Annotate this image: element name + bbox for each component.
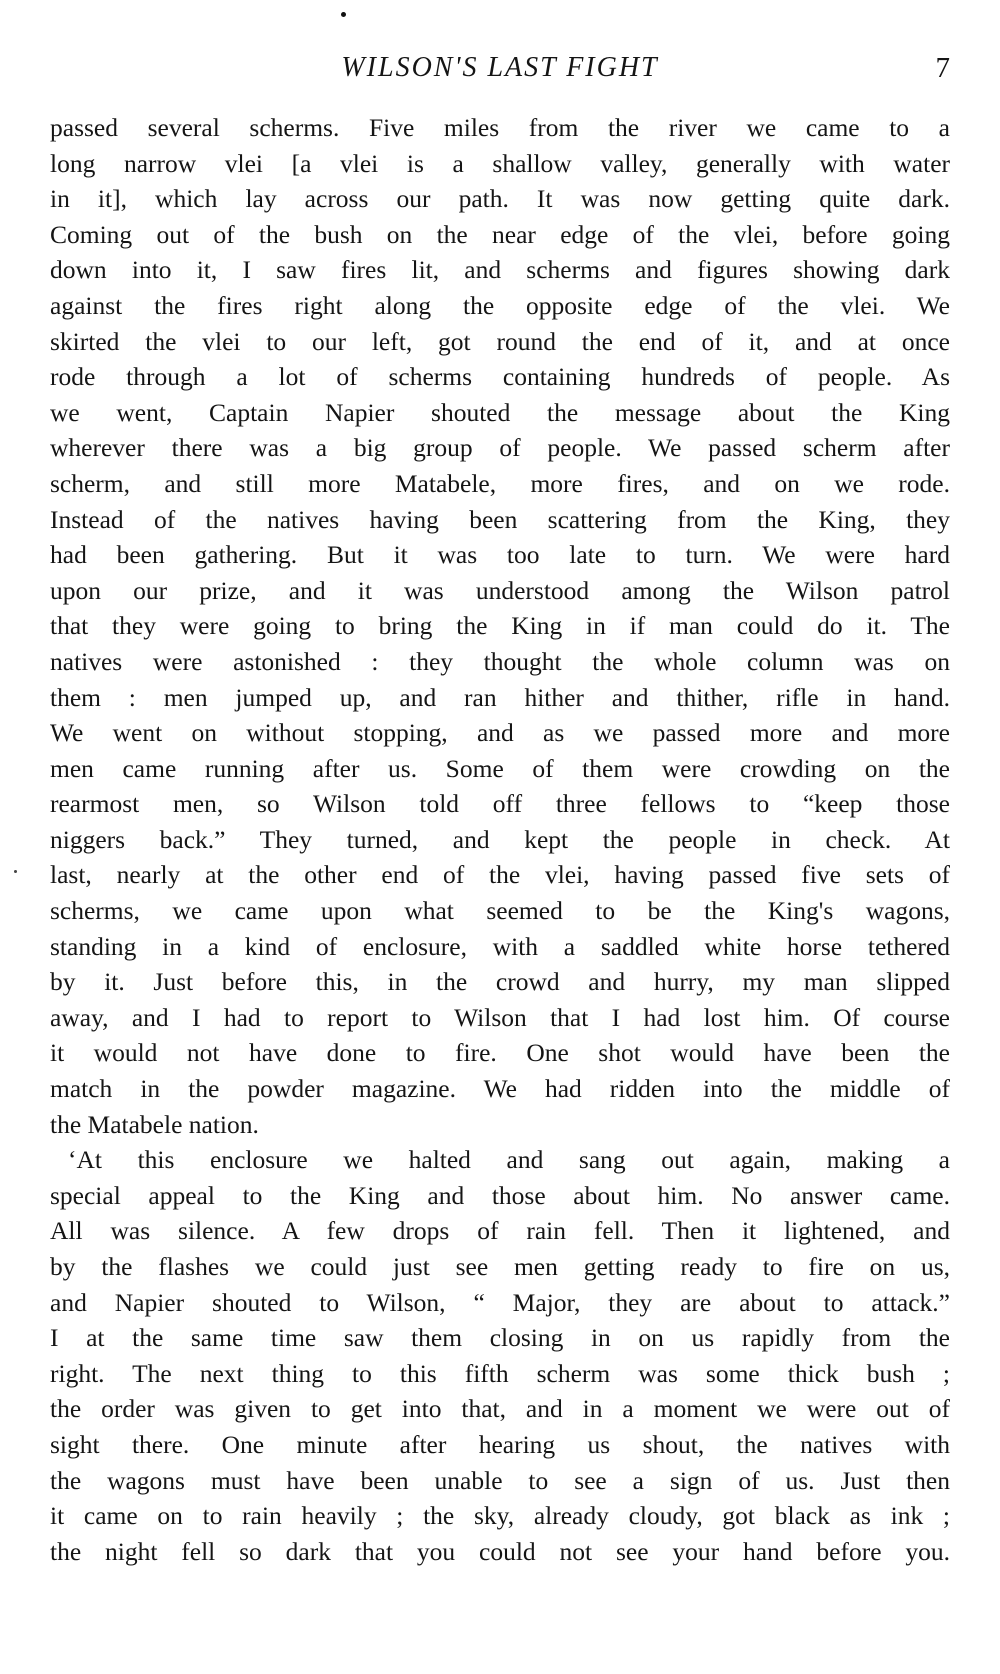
body-text — [50, 110, 950, 1569]
text-line: right. The next thing to this fifth scherm was some thick bush ; — [50, 1358, 950, 1388]
paragraph — [50, 110, 950, 1142]
text-line: rearmost men, so Wilson told off three fellows to “keep those — [50, 789, 950, 819]
text-line: All was silence. A few drops of rain fell. Then it lightened, and — [50, 1216, 950, 1246]
running-title: WILSON'S LAST FIGHT — [341, 52, 659, 83]
text-line: passed several scherms. Five miles from the river we came to a — [50, 113, 950, 142]
text-line: the Matabele nation. — [50, 1109, 259, 1139]
text-line: we went, Captain Napier shouted the message about the King — [50, 397, 950, 427]
text-line: sight there. One minute after hearing us shout, the natives with — [50, 1429, 950, 1459]
text-line: rode through a lot of scherms containing hundreds of people. As — [50, 362, 950, 392]
text-line: I at the same time saw them closing in on us rapidly from the — [50, 1323, 950, 1353]
text-line: it would not have done to fire. One shot would have been the — [50, 1038, 950, 1068]
text-line: match in the powder magazine. We had ridden into the middle of — [50, 1074, 950, 1104]
running-head — [50, 52, 950, 92]
text-line: it came on to rain heavily ; the sky, already cloudy, got black as ink ; — [50, 1501, 950, 1531]
page-number: 7 — [935, 52, 950, 84]
text-line: Coming out of the bush on the near edge of the vlei, before going — [50, 219, 950, 249]
text-line: long narrow vlei [a vlei is a shallow valley, generally with water — [50, 148, 950, 178]
text-line: last, nearly at the other end of the vlei, having passed five sets of — [50, 860, 950, 890]
text-line: men came running after us. Some of them were crowding on the — [50, 753, 950, 783]
text-line: wherever there was a big group of people. We passed scherm after — [50, 433, 950, 463]
text-line: skirted the vlei to our left, got round the end of it, and at once — [50, 326, 950, 356]
text-line: scherms, we came upon what seemed to be the King's wagons, — [50, 896, 950, 926]
text-line: Instead of the natives having been scattering from the King, they — [50, 504, 950, 534]
text-line: that they were going to bring the King in if man could do it. The — [50, 611, 950, 641]
text-line: the order was given to get into that, and in a moment we were out of — [50, 1394, 950, 1424]
text-line: away, and I had to report to Wilson that I had lost him. Of course — [50, 1002, 950, 1032]
text-line: them : men jumped up, and ran hither and thither, rifle in hand. — [50, 682, 950, 712]
margin-mark — [14, 870, 17, 873]
text-line: standing in a kind of enclosure, with a saddled white horse tethered — [50, 931, 950, 961]
text-line: by it. Just before this, in the crowd and hurry, my man slipped — [50, 967, 950, 997]
text-line: against the fires right along the opposite edge of the vlei. We — [50, 290, 950, 320]
text-line: down into it, I saw fires lit, and scherms and figures showing dark — [50, 255, 950, 285]
text-line: scherm, and still more Matabele, more fires, and on we rode. — [50, 468, 950, 498]
text-line: by the flashes we could just see men getting ready to fire on us, — [50, 1252, 950, 1281]
text-line: and Napier shouted to Wilson, “ Major, they are about to attack.” — [50, 1287, 950, 1317]
text-line: the wagons must have been unable to see a sign of us. Just then — [50, 1465, 950, 1495]
text-line: niggers back.” They turned, and kept the people in check. At — [50, 824, 950, 854]
paragraph — [50, 1142, 950, 1569]
text-line: had been gathering. But it was too late to turn. We were hard — [50, 540, 950, 570]
text-line: in it], which lay across our path. It was now getting quite dark. — [50, 184, 950, 214]
text-line: the night fell so dark that you could not see your hand before you. — [50, 1536, 950, 1566]
text-line: We went on without stopping, and as we passed more and more — [50, 718, 950, 748]
text-line: upon our prize, and it was understood among the Wilson patrol — [50, 575, 950, 605]
text-line: ‘At this enclosure we halted and sang out again, making a — [68, 1145, 950, 1175]
text-line: special appeal to the King and those about him. No answer came. — [50, 1180, 950, 1210]
ink-speck — [341, 12, 346, 17]
text-line: natives were astonished : they thought the whole column was on — [50, 646, 950, 676]
